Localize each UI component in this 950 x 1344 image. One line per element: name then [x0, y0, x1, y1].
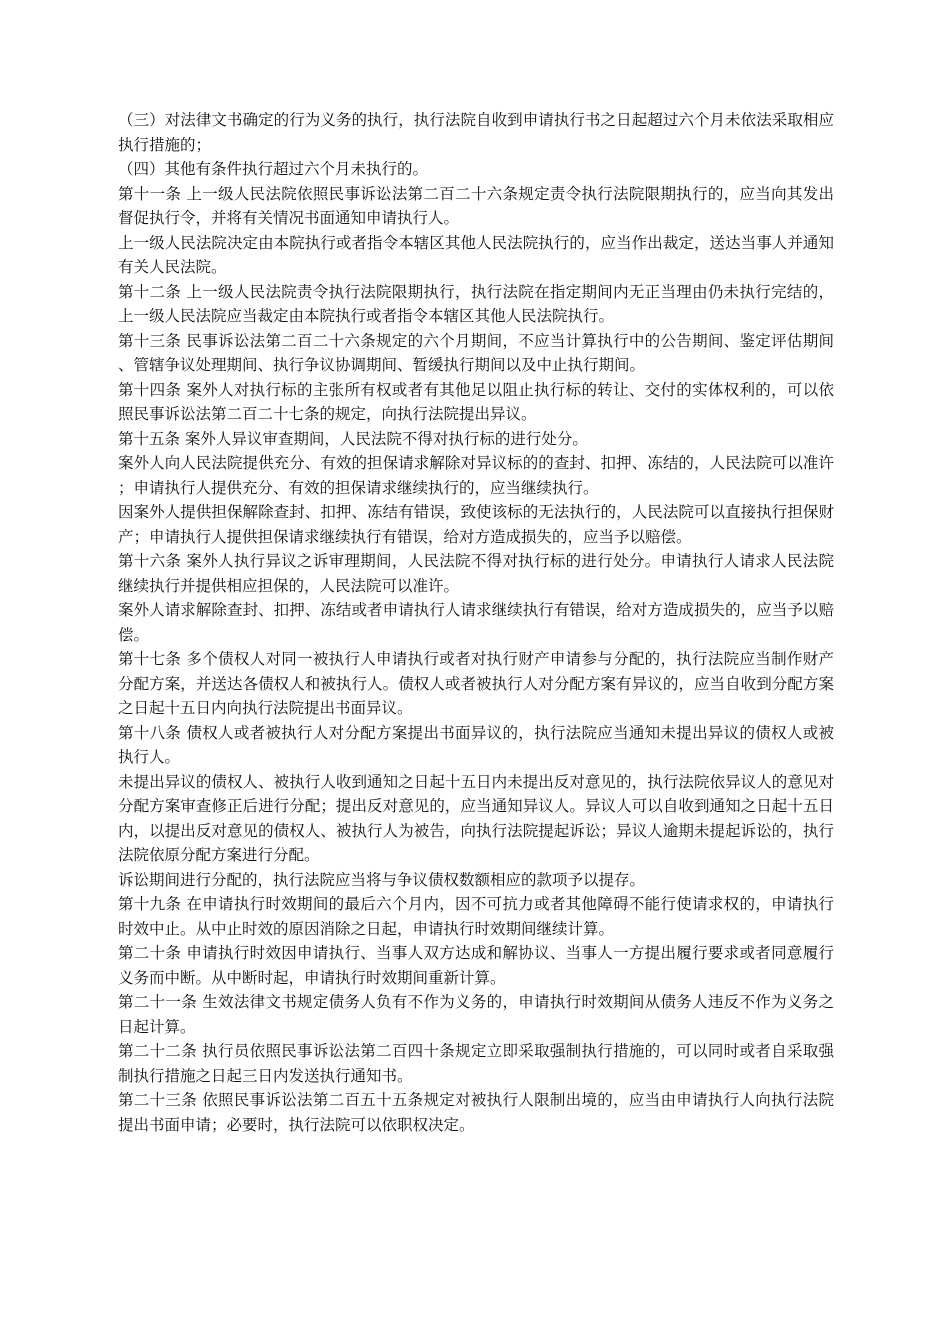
article-14: 第十四条 案外人对执行标的主张所有权或者有其他足以阻止执行标的转让、交付的实体权利的，可以依照民事诉讼法第二百二十七条的规定，向执行法院提出异议。 [118, 380, 834, 423]
article-11-para-2: 上一级人民法院决定由本院执行或者指令本辖区其他人民法院执行的，应当作出裁定，送达当事人并通知有关人民法院。 [118, 233, 834, 276]
paragraph-item-3: （三）对法律文书确定的行为义务的执行，执行法院自收到申请执行书之日起超过六个月未依法采取相应执行措施的； [118, 111, 834, 154]
article-19: 第十九条 在申请执行时效期间的最后六个月内，因不可抗力或者其他障碍不能行使请求权的，申请执行时效中止。从中止时效的原因消除之日起，申请执行时效期间继续计算。 [118, 895, 834, 938]
article-18: 第十八条 债权人或者被执行人对分配方案提出书面异议的，执行法院应当通知未提出异议的债权人或被执行人。 [118, 723, 834, 766]
article-13: 第十三条 民事诉讼法第二百二十六条规定的六个月期间，不应当计算执行中的公告期间、鉴定评估期间、管辖争议处理期间、执行争议协调期间、暂缓执行期间以及中止执行期间。 [118, 331, 834, 374]
article-17: 第十七条 多个债权人对同一被执行人申请执行或者对执行财产申请参与分配的，执行法院应当制作财产分配方案，并送达各债权人和被执行人。债权人或者被执行人对分配方案有异议的，应当自收到分配方案之日起十五日内向执行法院提出书面异议。 [118, 650, 834, 717]
article-18-para-3: 诉讼期间进行分配的，执行法院应当将与争议债权数额相应的款项予以提存。 [118, 870, 646, 889]
article-16: 第十六条 案外人执行异议之诉审理期间，人民法院不得对执行标的进行处分。申请执行人请求人民法院继续执行并提供相应担保的，人民法院可以准许。 [118, 552, 834, 595]
article-15: 第十五条 案外人异议审查期间，人民法院不得对执行标的进行处分。 [118, 429, 588, 448]
article-15-para-3: 因案外人提供担保解除查封、扣押、冻结有错误，致使该标的无法执行的，人民法院可以直接执行担保财产；申请执行人提供担保请求继续执行有错误，给对方造成损失的，应当予以赔偿。 [118, 503, 834, 546]
article-12: 第十二条 上一级人民法院责令执行法院限期执行，执行法院在指定期间内无正当理由仍未执行完结的，上一级人民法院应当裁定由本院执行或者指令本辖区其他人民法院执行。 [118, 282, 834, 325]
article-22: 第二十二条 执行员依照民事诉讼法第二百四十条规定立即采取强制执行措施的，可以同时或者自采取强制执行措施之日起三日内发送执行通知书。 [118, 1042, 834, 1085]
article-23: 第二十三条 依照民事诉讼法第二百五十五条规定对被执行人限制出境的，应当由申请执行人向执行法院提出书面申请；必要时，执行法院可以依职权决定。 [118, 1091, 834, 1134]
paragraph-item-4: （四）其他有条件执行超过六个月未执行的。 [118, 160, 429, 178]
article-20: 第二十条 申请执行时效因申请执行、当事人双方达成和解协议、当事人一方提出履行要求或者同意履行义务而中断。从中断时起，申请执行时效期间重新计算。 [118, 944, 834, 987]
article-21: 第二十一条 生效法律文书规定债务人负有不作为义务的，申请执行时效期间从债务人违反不作为义务之日起计算。 [118, 993, 834, 1036]
article-16-para-2: 案外人请求解除查封、扣押、冻结或者申请执行人请求继续执行有错误，给对方造成损失的，应当予以赔偿。 [118, 601, 834, 644]
article-11: 第十一条 上一级人民法院依照民事诉讼法第二百二十六条规定责令执行法院限期执行的，应当向其发出督促执行令，并将有关情况书面通知申请执行人。 [118, 184, 834, 227]
document-body [118, 108, 834, 1137]
article-18-para-2: 未提出异议的债权人、被执行人收到通知之日起十五日内未提出反对意见的，执行法院依异议人的意见对分配方案审查修正后进行分配；提出反对意见的，应当通知异议人。异议人可以自收到通知之日起十五日内，以提出反对意见的债权人、被执行人为被告，向执行法院提起诉讼；异议人逾期未提起诉讼的，执行法院依原分配方案进行分配。 [118, 772, 834, 864]
article-15-para-2: 案外人向人民法院提供充分、有效的担保请求解除对异议标的的查封、扣押、冻结的，人民法院可以准许；申请执行人提供充分、有效的担保请求继续执行的，应当继续执行。 [118, 454, 834, 497]
